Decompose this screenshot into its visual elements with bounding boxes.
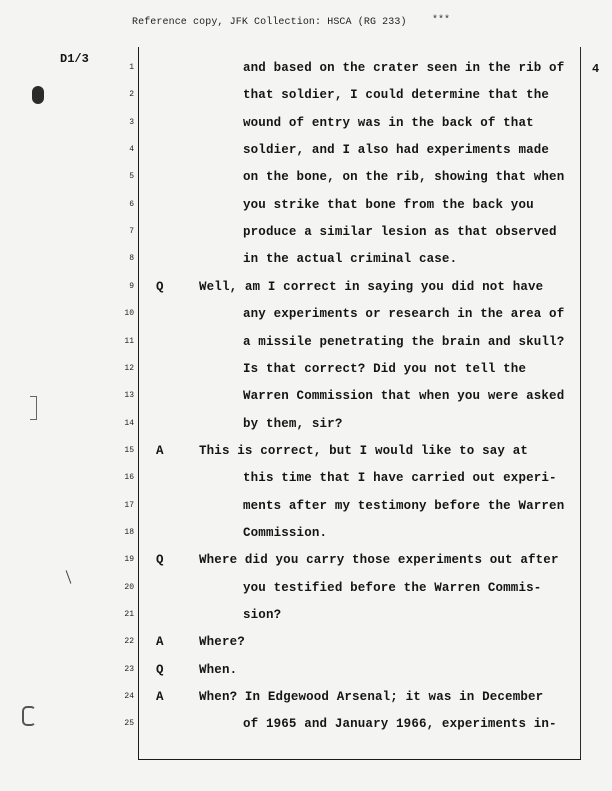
line-number: 7 bbox=[129, 227, 134, 237]
transcript-line bbox=[0, 523, 612, 543]
line-text: This is correct, but I would like to say at bbox=[199, 443, 529, 458]
transcript-line bbox=[0, 632, 612, 652]
transcript-line bbox=[0, 249, 612, 269]
transcript-line bbox=[0, 332, 612, 352]
transcript-line bbox=[0, 468, 612, 488]
line-number: 2 bbox=[129, 90, 134, 100]
transcript-line bbox=[0, 222, 612, 242]
line-text: and based on the crater seen in the rib of bbox=[243, 61, 565, 75]
reference-header: Reference copy, JFK Collection: HSCA (RG 233) bbox=[132, 17, 407, 28]
line-text: on the bone, on the rib, showing that when bbox=[243, 170, 565, 185]
transcript-line bbox=[0, 113, 612, 133]
line-text: of 1965 and January 1966, experiments in- bbox=[243, 717, 557, 732]
line-number: 11 bbox=[124, 336, 134, 346]
transcript-line bbox=[0, 578, 612, 598]
line-text: this time that I have carried out experi- bbox=[243, 471, 557, 486]
line-text: When? In Edgewood Arsenal; it was in December bbox=[199, 690, 544, 705]
line-number: 8 bbox=[129, 254, 134, 264]
line-number: 6 bbox=[129, 199, 134, 209]
transcript-line bbox=[0, 496, 612, 516]
line-text: you testified before the Warren Commis- bbox=[243, 580, 542, 595]
transcript-line bbox=[0, 687, 612, 707]
line-text: in the actual criminal case. bbox=[243, 252, 458, 267]
transcript-line bbox=[0, 167, 612, 187]
speaker-label: Q bbox=[156, 279, 164, 294]
line-text: by them, sir? bbox=[243, 416, 343, 431]
speaker-label: Q bbox=[156, 553, 164, 568]
transcript-line bbox=[0, 605, 612, 625]
line-number: 10 bbox=[124, 309, 134, 319]
transcript-line bbox=[0, 85, 612, 105]
line-text: sion? bbox=[243, 608, 282, 622]
line-text: Where? bbox=[199, 635, 245, 650]
line-number: 3 bbox=[129, 117, 134, 127]
line-text: Where did you carry those experiments out after bbox=[199, 553, 559, 568]
line-text: When. bbox=[199, 662, 238, 677]
line-text: ments after my testimony before the Warren bbox=[243, 498, 565, 513]
page-number: 4 bbox=[592, 62, 600, 76]
speaker-label: A bbox=[156, 690, 164, 705]
line-number: 23 bbox=[124, 664, 134, 674]
line-text: you strike that bone from the back you bbox=[243, 197, 534, 212]
line-number: 5 bbox=[129, 172, 134, 182]
line-number: 16 bbox=[124, 473, 134, 483]
line-number: 9 bbox=[129, 281, 134, 291]
line-number: 19 bbox=[124, 555, 134, 565]
line-text: Warren Commission that when you were asked bbox=[243, 389, 565, 404]
line-text: any experiments or research in the area of bbox=[243, 307, 565, 322]
line-number: 17 bbox=[124, 500, 134, 510]
transcript-line bbox=[0, 304, 612, 324]
line-number: 12 bbox=[124, 363, 134, 373]
transcript-line bbox=[0, 58, 612, 78]
line-text: a missile penetrating the brain and skull? bbox=[243, 334, 565, 349]
line-text: that soldier, I could determine that the bbox=[243, 88, 550, 103]
speaker-label: A bbox=[156, 635, 164, 650]
line-number: 15 bbox=[124, 445, 134, 455]
line-number: 4 bbox=[129, 145, 134, 155]
line-number: 1 bbox=[129, 63, 134, 72]
transcript-line bbox=[0, 550, 612, 570]
line-text: Well, am I correct in saying you did not have bbox=[199, 279, 544, 294]
line-number: 14 bbox=[124, 418, 134, 428]
transcript-line bbox=[0, 441, 612, 461]
transcript-line bbox=[0, 359, 612, 379]
transcript-line bbox=[0, 277, 612, 297]
line-number: 13 bbox=[124, 391, 134, 401]
speaker-label: Q bbox=[156, 662, 164, 677]
line-number: 22 bbox=[124, 637, 134, 647]
line-number: 21 bbox=[124, 610, 134, 619]
page-id: D1/3 bbox=[60, 52, 89, 66]
transcript-line bbox=[0, 195, 612, 215]
transcript-line bbox=[0, 660, 612, 680]
line-number: 18 bbox=[124, 527, 134, 537]
transcript-line bbox=[0, 414, 612, 434]
stamp-mark: *** bbox=[432, 15, 451, 26]
line-text: soldier, and I also had experiments made bbox=[243, 143, 550, 158]
line-text: Commission. bbox=[243, 525, 328, 540]
transcript-line bbox=[0, 140, 612, 160]
speaker-label: A bbox=[156, 443, 164, 458]
transcript-line bbox=[0, 714, 612, 734]
line-number: 24 bbox=[124, 692, 134, 702]
transcript-line bbox=[0, 386, 612, 406]
line-text: wound of entry was in the back of that bbox=[243, 115, 534, 130]
line-number: 20 bbox=[124, 582, 134, 592]
line-number: 25 bbox=[124, 719, 134, 729]
line-text: Is that correct? Did you not tell the bbox=[243, 361, 527, 376]
line-text: produce a similar lesion as that observed bbox=[243, 225, 557, 240]
